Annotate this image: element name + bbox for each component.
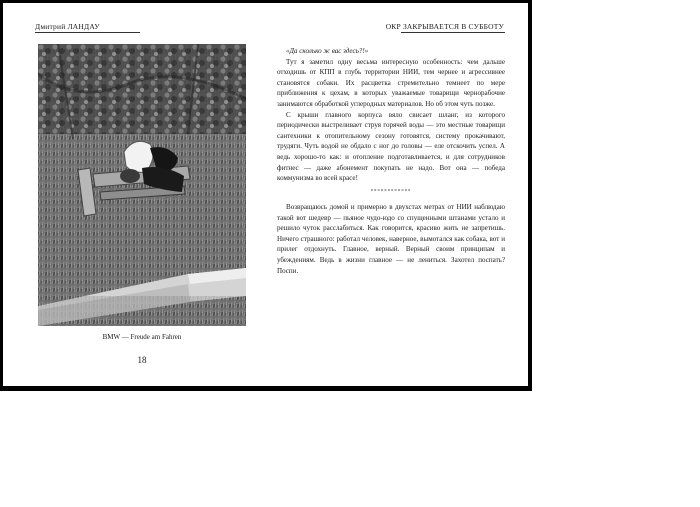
running-head-left: Дмитрий ЛАНДАУ [35, 22, 100, 31]
photo-caption: BMW — Freude am Fahren [102, 333, 182, 341]
paragraph-1: Тут я заметил одну весьма интересную особенность: чем дальше отходишь от КПП в глубь территории НИИ, тем чернее и агрессивнее становятся собаки. Их расцветка стремительно темнеет по мере приближения к цехам, в которых уважаемые товарищи чернорабочие занимаются обработкой углеродных материалов. Но об этом чуть позже. [277, 57, 505, 108]
text-block-top [277, 46, 505, 184]
running-head-right: ОКР ЗАКРЫВАЕТСЯ В СУББОТУ [385, 22, 504, 31]
section-separator: °°°°°°°°°°°° [370, 189, 412, 195]
text-block-bottom [277, 202, 505, 276]
lead-line: «Да сколько ж вас здесь?!» [286, 47, 369, 55]
paragraph-3: Возвращаюсь домой и примерно в двухстах метрах от НИИ наблюдаю такой вот шедевр — пьяное чудо-юдо со спущенными штанами устало и решило чуток расслабиться. Как говорится, красиво жить не запретишь. Ничего страшного: работал человек, наверное, вымотался как собака, вот и прилег отдохнуть. Главное, верный. Верный своим принципам и убеждениям. Ведь в жизни главное — не лениться. Захотел поспать? Поспи. [277, 203, 505, 275]
page-number: 18 [137, 355, 147, 365]
header-rule-left [35, 32, 140, 33]
paragraph-2: С крыши главного корпуса вяло свисает шланг, из которого периодически выстреливает струя горячей воды — это местные товарищи сантехники к отопительному сезону готовятся, систему прокачивают, трудяги. Чуть водой не обдало с ног до головы — еле отскочить успел. А ведь хорошо-то как: и отопление подготавливается, и для сотрудников фитнес — даже абонемент покупать не надо. Вот она — победа коммунизма во всей красе! [277, 110, 505, 183]
photo [38, 44, 246, 326]
header-rule-right [401, 32, 505, 33]
photo-illustration [38, 44, 246, 326]
